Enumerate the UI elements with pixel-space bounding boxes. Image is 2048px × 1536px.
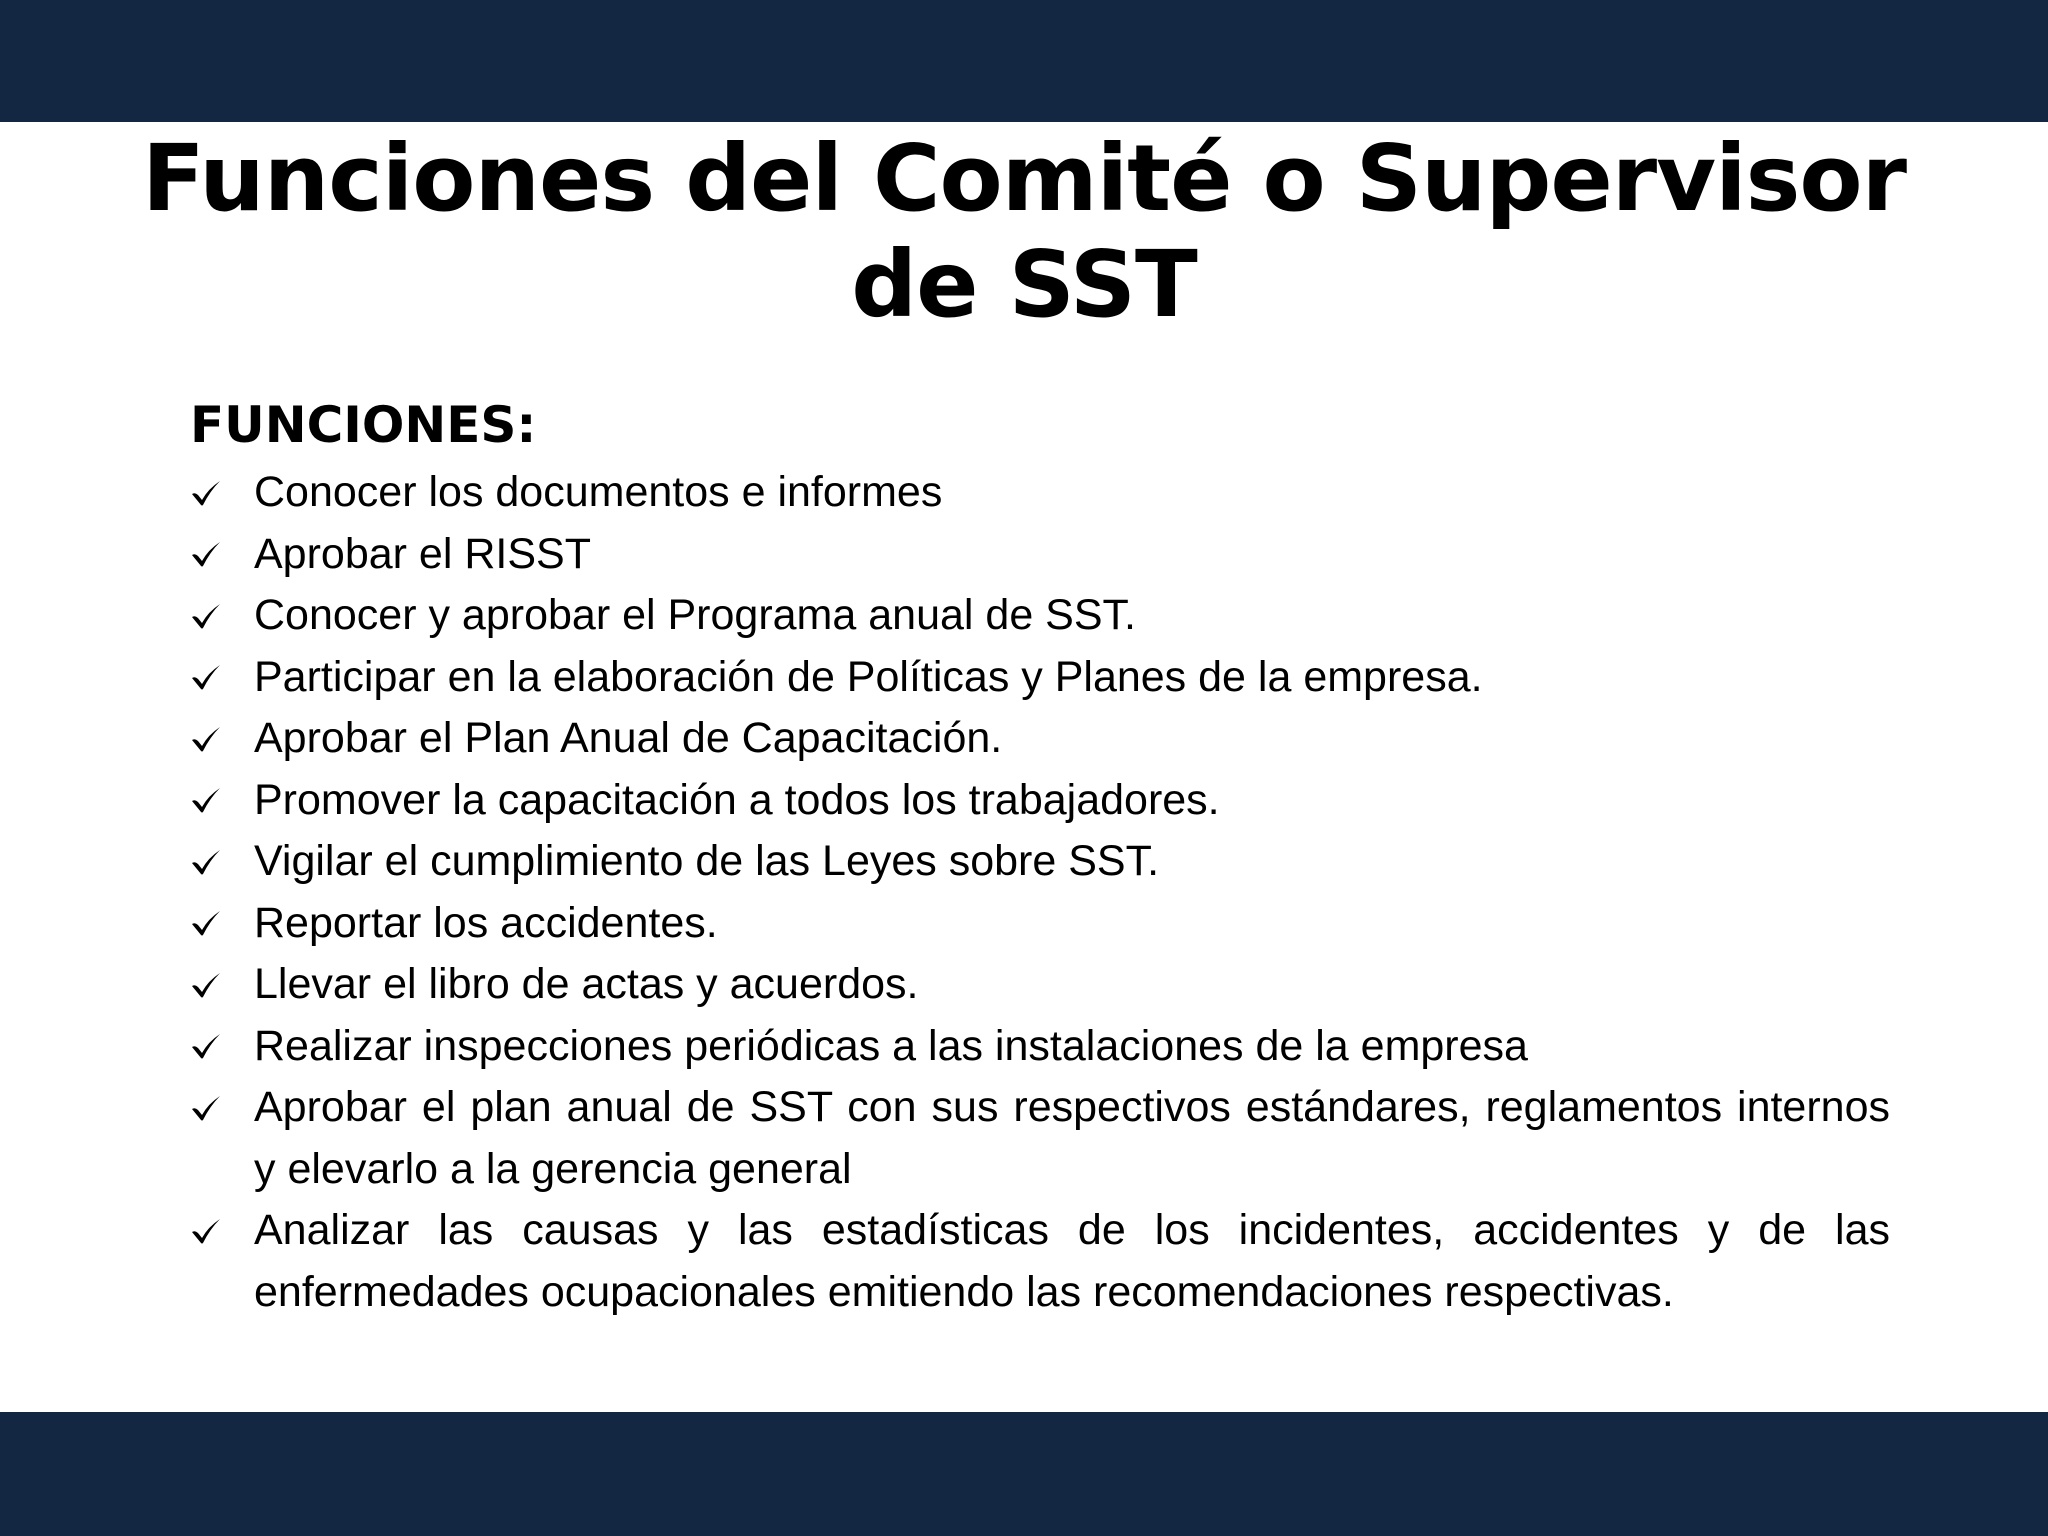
list-item-text: Aprobar el plan anual de SST con sus respectivos estándares, reglamentos internos y elevarlo a la gerencia general: [254, 1083, 1890, 1193]
list-item-text: Llevar el libro de actas y acuerdos.: [254, 960, 919, 1008]
list-item: [190, 585, 1890, 647]
list-item: [190, 647, 1890, 709]
top-band: [0, 0, 2048, 122]
list-item-text: Participar en la elaboración de Políticas y Planes de la empresa.: [254, 652, 1483, 701]
checkmark-icon: [190, 1200, 254, 1262]
list-item-text: Reportar los accidentes.: [254, 898, 718, 947]
slide-title: Funciones del Comité o Supervisor de SST: [141, 125, 1906, 338]
list-item: [190, 1016, 1890, 1078]
list-item-text: Conocer y aprobar el Programa anual de SST.: [254, 591, 1136, 639]
checkmark-icon: [190, 524, 254, 586]
checkmark-icon: [190, 831, 254, 893]
list-item: [190, 524, 1890, 586]
checkmark-icon: [190, 647, 254, 709]
list-item-text: Analizar las causas y las estadísticas de los incidentes, accidentes y de las enfermedades ocupacionales emitiendo las recomendaciones respectivas.: [254, 1206, 1890, 1316]
list-item-text: Promover la capacitación a todos los trabajadores.: [254, 775, 1220, 824]
checkmark-icon: [190, 1077, 254, 1139]
list-item-text: Aprobar el RISST: [254, 529, 591, 578]
list-item: [190, 770, 1890, 832]
checkmark-icon: [190, 1016, 254, 1078]
checkmark-icon: [190, 893, 254, 955]
list-item: [190, 708, 1890, 770]
bottom-band: [0, 1412, 2048, 1536]
functions-list: [190, 462, 1890, 1323]
checkmark-icon: [190, 462, 254, 524]
slide-content: [190, 392, 1890, 1323]
list-item: [190, 1200, 1890, 1323]
list-item-text: Vigilar el cumplimiento de las Leyes sobre SST.: [254, 837, 1160, 885]
list-item: [190, 831, 1890, 893]
checkmark-icon: [190, 708, 254, 770]
list-item: [190, 1077, 1890, 1200]
checkmark-icon: [190, 954, 254, 1016]
list-item: [190, 954, 1890, 1016]
section-heading: FUNCIONES:: [190, 396, 537, 454]
list-item: [190, 893, 1890, 955]
list-item-text: Realizar inspecciones periódicas a las instalaciones de la empresa: [254, 1021, 1528, 1070]
checkmark-icon: [190, 585, 254, 647]
list-item: [190, 462, 1890, 524]
checkmark-icon: [190, 770, 254, 832]
list-item-text: Aprobar el Plan Anual de Capacitación.: [254, 714, 1003, 762]
list-item-text: Conocer los documentos e informes: [254, 468, 943, 516]
